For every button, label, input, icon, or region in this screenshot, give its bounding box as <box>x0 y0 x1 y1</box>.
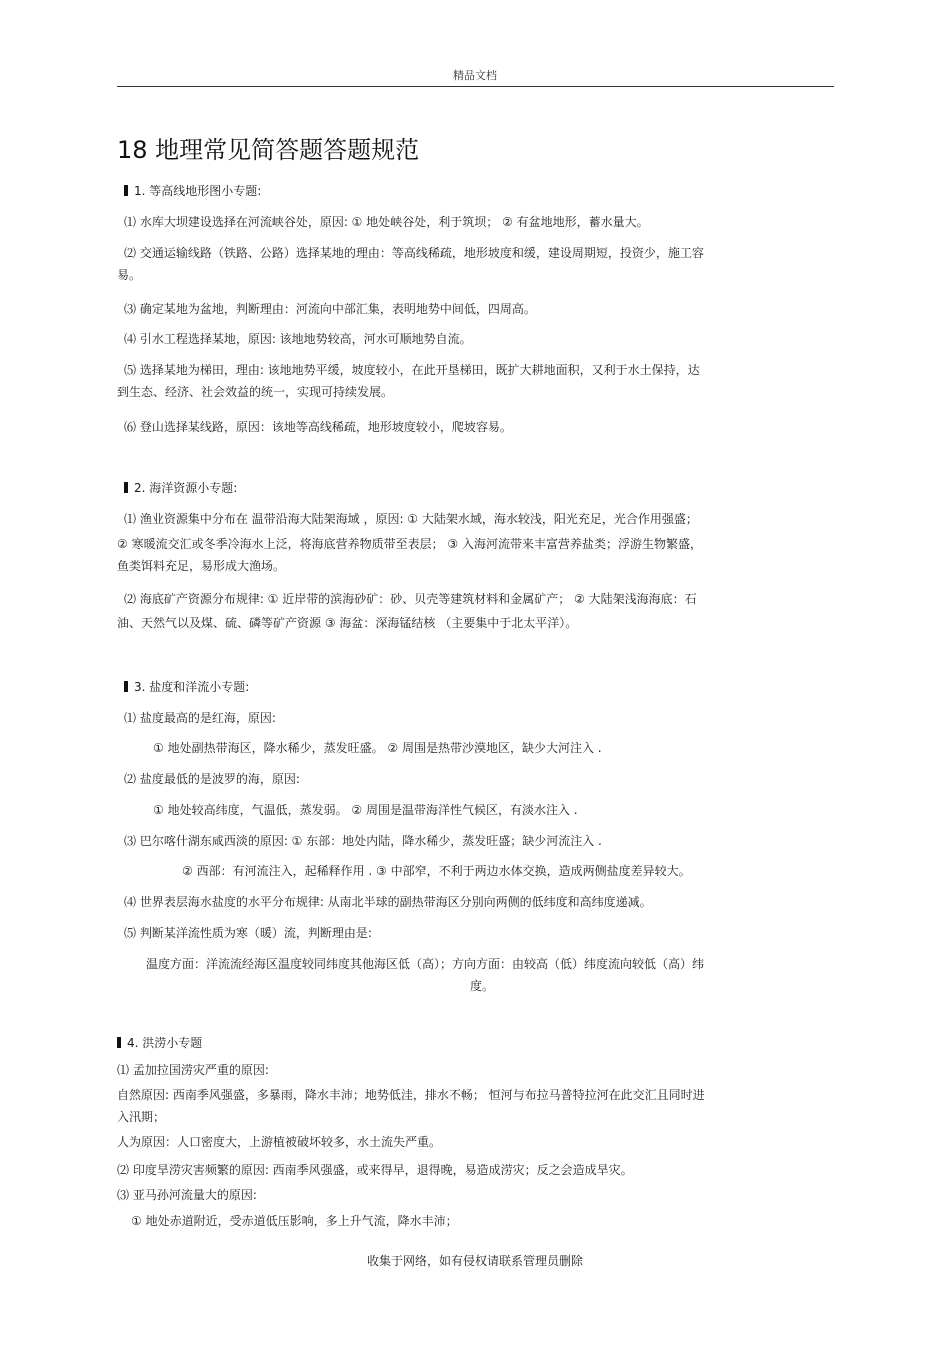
page-header: 精品文档 <box>453 69 497 82</box>
section-1-line-3: 易。 <box>117 268 142 282</box>
section-2-line-2: ② 寒暖流交汇或冬季冷海水上泛，将海底营养物质带至表层； ③ 入海河流带来丰富营养盐类；浮游生物繁盛， <box>117 537 702 551</box>
section-4-line-7: ① 地处赤道附近，受赤道低压影响，多上升气流，降水丰沛； <box>131 1214 458 1228</box>
section-3-line-5: ⑶ 巴尔喀什湖东咸西淡的原因: ① 东部：地处内陆，降水稀少，蒸发旺盛；缺少河流注入 . <box>124 834 602 848</box>
section-4-line-5: ⑵ 印度旱涝灾害频繁的原因: 西南季风强盛，或来得早，退得晚，易造成涝灾；反之会造成旱灾。 <box>117 1163 633 1177</box>
section-heading-text: 3. 盐度和洋流小专题: <box>134 680 250 694</box>
section-3-line-4: ① 地处较高纬度，气温低，蒸发弱。 ② 周围是温带海洋性气候区，有淡水注入 . <box>153 803 578 817</box>
section-4-line-2: 自然原因: 西南季风强盛，多暴雨，降水丰沛；地势低洼，排水不畅； 恒河与布拉马普特拉河在此交汇且同时进 <box>117 1088 705 1102</box>
section-heading-text: 1. 等高线地形图小专题: <box>134 184 262 198</box>
section-3-heading <box>124 679 249 695</box>
section-1-line-7: 到生态、经济、社会效益的统一，实现可持续发展。 <box>117 385 394 399</box>
section-3-line-6: ② 西部：有河流注入，起稀释作用 . ③ 中部窄，不利于两边水体交换，造成两侧盐度差异较大。 <box>182 864 691 878</box>
section-2-line-3: 鱼类饵料充足，易形成大渔场。 <box>117 559 286 573</box>
section-3-line-1: ⑴ 盐度最高的是红海，原因: <box>124 711 276 725</box>
section-2-heading <box>124 480 237 496</box>
section-3-line-8: ⑸ 判断某洋流性质为寒（暖）流，判断理由是: <box>124 926 372 940</box>
bullet-square-icon <box>117 1037 121 1048</box>
bullet-square-icon <box>124 681 128 692</box>
section-1-line-5: ⑷ 引水工程选择某地，原因: 该地地势较高，河水可顺地势自流。 <box>124 332 472 346</box>
section-4-line-1: ⑴ 孟加拉国涝灾严重的原因: <box>117 1063 269 1077</box>
section-4-line-6: ⑶ 亚马孙河流量大的原因: <box>117 1188 257 1202</box>
section-2-line-5: 油、天然气以及煤、硫、磷等矿产资源 ③ 海盆：深海锰结核 （主要集中于北太平洋）。 <box>117 616 578 630</box>
section-1-line-4: ⑶ 确定某地为盆地，判断理由：河流向中部汇集，表明地势中间低，四周高。 <box>124 302 536 316</box>
section-1-line-8: ⑹ 登山选择某线路，原因：该地等高线稀疏，地形坡度较小，爬坡容易。 <box>124 420 512 434</box>
header-rule <box>117 86 834 87</box>
bullet-square-icon <box>124 482 128 493</box>
section-3-line-9: 温度方面：洋流流经海区温度较同纬度其他海区低（高）；方向方面：由较高（低）纬度流向较低（高）纬 <box>146 957 705 971</box>
page-footer: 收集于网络，如有侵权请联系管理员删除 <box>366 1254 583 1268</box>
section-heading-text: 4. 洪涝小专题 <box>127 1036 203 1050</box>
section-heading-text: 2. 海洋资源小专题: <box>134 481 238 495</box>
section-3-line-2: ① 地处副热带海区，降水稀少，蒸发旺盛。 ② 周围是热带沙漠地区，缺少大河注入 . <box>153 741 602 755</box>
section-1-heading <box>124 183 261 199</box>
section-1-line-2: ⑵ 交通运输线路（铁路、公路）选择某地的理由：等高线稀疏，地形坡度和缓，建设周期短，投资少，施工容 <box>124 246 704 260</box>
section-1-line-6: ⑸ 选择某地为梯田，理由: 该地地势平缓，坡度较小，在此开垦梯田，既扩大耕地面积，又利于水土保持，达 <box>124 363 700 377</box>
section-4-heading <box>117 1035 202 1051</box>
section-3-line-3: ⑵ 盐度最低的是波罗的海，原因: <box>124 772 300 786</box>
document-title: 18 地理常见简答题答题规范 <box>117 136 420 164</box>
section-2-line-1: ⑴ 渔业资源集中分布在 温带沿海大陆架海域 ，原因: ① 大陆架水域，海水较浅，阳光充足，光合作用强盛； <box>124 512 698 526</box>
section-3-line-7: ⑷ 世界表层海水盐度的水平分布规律: 从南北半球的副热带海区分别向两侧的低纬度和高纬度递减。 <box>124 895 652 909</box>
bullet-square-icon <box>124 185 128 196</box>
section-3-line-10: 度。 <box>470 979 495 993</box>
section-1-line-1: ⑴ 水库大坝建设选择在河流峡谷处，原因: ① 地处峡谷处，利于筑坝； ② 有盆地地形，蓄水量大。 <box>124 215 649 229</box>
section-2-line-4: ⑵ 海底矿产资源分布规律: ① 近岸带的滨海砂矿：砂、贝壳等建筑材料和金属矿产； ② 大陆架浅海海底：石 <box>124 592 697 606</box>
section-4-line-3: 入汛期； <box>117 1110 166 1124</box>
section-4-line-4: 人为原因：人口密度大，上游植被破坏较多，水土流失严重。 <box>117 1135 442 1149</box>
